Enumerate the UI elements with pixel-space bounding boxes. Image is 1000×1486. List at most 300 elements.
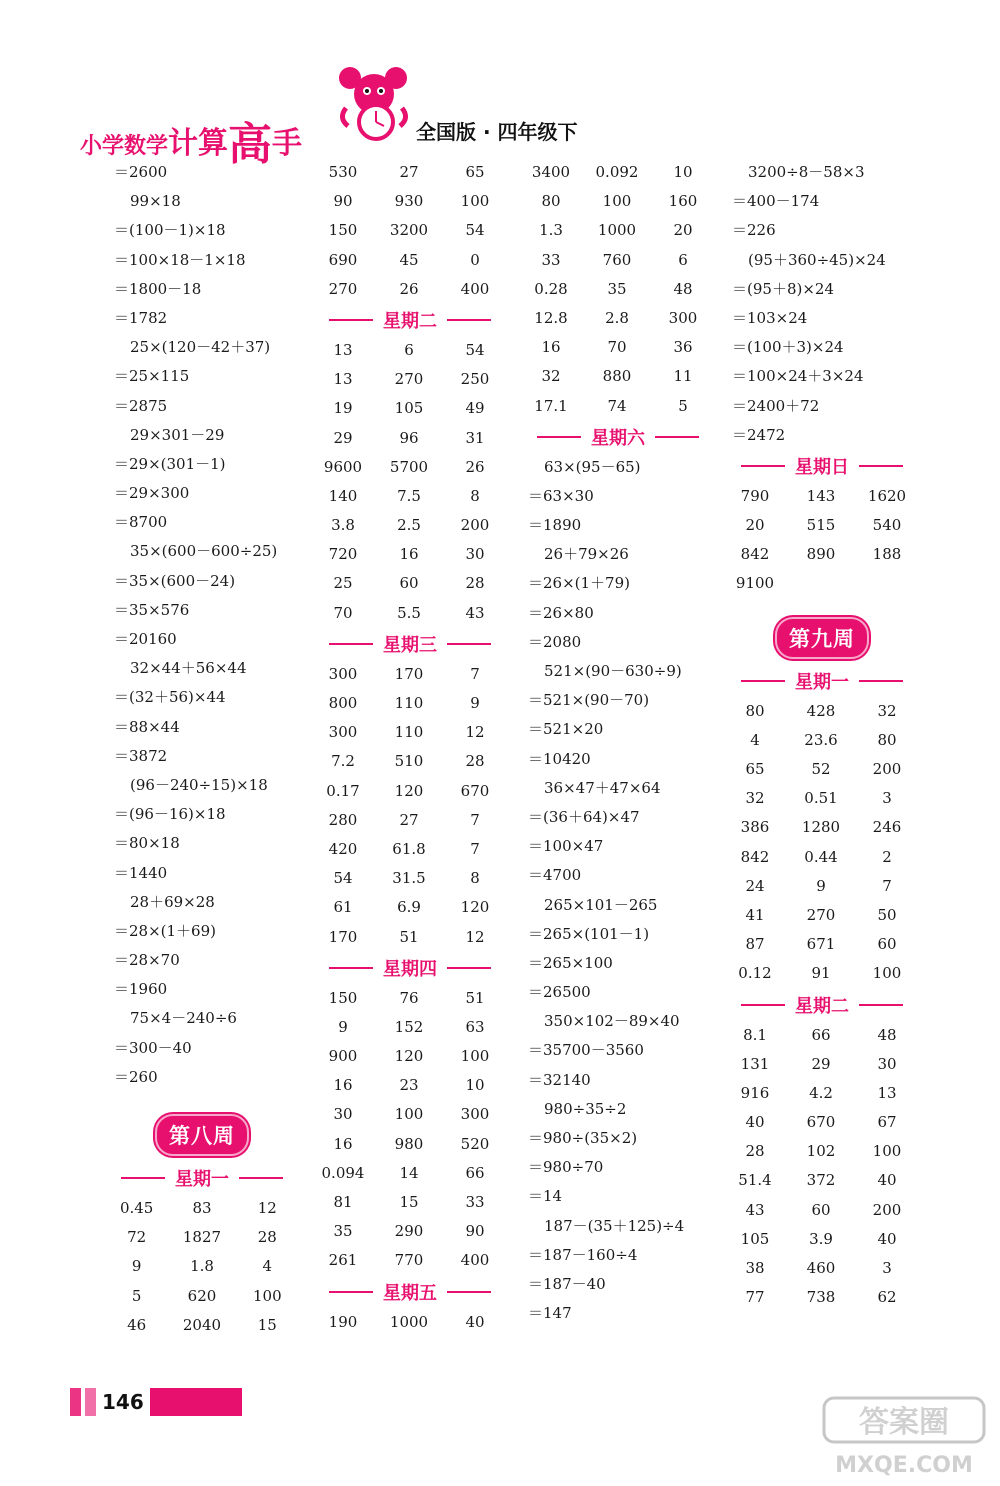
answer-cell: 41 [745,905,765,924]
step-line: ＝1960 [114,980,168,999]
answer-cell: 16 [333,1076,353,1095]
answer-row [722,697,922,726]
answer-cell: 2.8 [605,308,629,327]
answer-cell: 61.8 [392,839,426,858]
answer-cell: 52 [811,760,831,778]
answer-cell: 530 [328,163,358,181]
answer-cell: 90 [465,1222,485,1241]
answer-cell: 40 [465,1312,485,1331]
answer-cell: 9600 [323,457,363,476]
answer-cell: 800 [328,694,358,712]
answer-row [722,482,922,511]
answer-grid [310,984,510,1276]
divider [329,319,373,321]
expression-line: 35×(600－600÷25) [130,542,278,561]
answer-row [310,1100,510,1129]
answer-cell: 77 [745,1288,765,1307]
answer-cell: 670 [806,1113,836,1132]
answer-cell: 83 [192,1199,212,1217]
answer-row [518,275,718,304]
step-line: ＝4700 [528,866,582,885]
answer-cell: 43 [745,1200,765,1219]
answer-cell: 400 [460,1251,490,1270]
answer-cell: 2.5 [397,516,421,535]
answer-cell: 150 [328,221,358,240]
answer-cell: 3 [882,1259,892,1277]
answer-row [310,806,510,835]
week-badge: 第八周 [155,1114,249,1156]
answer-cell: 188 [872,545,902,564]
answer-cell: 1620 [867,486,907,505]
answer-cell: 13 [877,1083,897,1102]
column-3 [518,158,718,1328]
answer-cell: 48 [673,279,693,298]
answer-row [310,482,510,511]
answer-cell: 400 [460,279,490,298]
week-badge: 第九周 [775,617,869,659]
answer-cell: 81 [333,1193,353,1211]
answer-row [722,843,922,872]
answer-cell: 50 [877,905,897,924]
answer-cell: 38 [745,1259,765,1277]
answer-cell: 14 [399,1163,419,1182]
answer-cell: 32 [745,789,765,808]
answer-cell: 30 [877,1054,897,1073]
answer-row [722,1283,922,1312]
answer-row [310,1308,510,1337]
answer-cell: 110 [394,694,424,712]
answer-cell: 1.8 [190,1257,214,1276]
answer-row [310,835,510,864]
answer-cell: 10 [673,163,693,181]
answer-cell: 620 [187,1286,217,1305]
answer-row [722,784,922,813]
day-label: 星期三 [383,634,437,656]
answer-grid [310,660,510,952]
day-label: 星期二 [795,995,849,1017]
answer-cell: 100 [460,192,490,211]
answer-cell: 3 [882,789,892,808]
answer-cell: 7 [882,876,892,895]
answer-cell: 790 [740,486,770,505]
answer-row [310,216,510,245]
step-line: ＝(100＋3)×24 [732,338,844,357]
answer-row [722,1050,922,1079]
answer-row [310,336,510,365]
answer-row [722,1196,922,1225]
step-line: ＝25×115 [114,367,190,386]
answer-cell: 70 [333,603,353,622]
answer-cell: 54 [333,869,353,888]
answer-cell: 290 [394,1222,424,1241]
step-line: ＝80×18 [114,834,180,853]
answer-row [310,1159,510,1188]
answer-cell: 17.1 [534,396,568,415]
expression-line: 3200÷8－58×3 [748,163,865,181]
answer-cell: 1000 [597,221,637,240]
step-line: ＝(36＋64)×47 [528,807,640,826]
answer-cell: 12.8 [534,308,568,327]
answer-cell: 46 [127,1315,147,1334]
step-line: ＝2400＋72 [732,396,820,415]
answer-row [310,1188,510,1217]
answer-cell: 29 [811,1054,831,1073]
answer-cell: 510 [394,752,424,771]
divider [655,436,699,438]
answer-cell: 5.5 [397,603,421,622]
step-line: ＝980÷(35×2) [528,1129,638,1147]
answer-cell: 5700 [389,457,429,476]
divider [741,1004,785,1006]
answer-grid [722,1021,922,1313]
divider [447,319,491,321]
step-line: ＝(95＋8)×24 [732,279,834,298]
step-line: ＝1782 [114,308,168,327]
answer-cell: 30 [465,545,485,564]
answer-cell: 770 [394,1251,424,1270]
step-line: ＝26500 [528,983,591,1002]
answer-cell: 25 [333,574,353,593]
expression-line: 187－(35＋125)÷4 [544,1216,685,1235]
answer-cell: 110 [394,723,424,742]
answer-cell: 28 [465,574,485,593]
answer-grid [722,482,922,599]
answer-cell: 27 [399,163,419,181]
answer-cell: 51 [465,988,485,1007]
answer-row [310,540,510,569]
answer-cell: 67 [877,1113,897,1132]
answer-cell: 690 [328,250,358,269]
answer-cell: 1280 [801,818,841,837]
answer-cell: 190 [328,1312,358,1331]
answer-cell: 5 [131,1286,142,1305]
step-line: ＝8700 [114,513,168,532]
expression-line: (95＋360÷45)×24 [748,250,886,269]
answer-row [310,1071,510,1100]
answer-row [310,893,510,922]
answer-cell: 87 [745,935,765,954]
day-heading [722,989,922,1021]
answer-row [722,569,922,598]
answer-row [310,689,510,718]
answer-cell: 8 [470,486,480,505]
expression-line: 63×(95－65) [544,457,641,476]
answer-cell: 12 [465,927,485,946]
step-line: ＝103×24 [732,308,808,327]
step-line: ＝187－160÷4 [528,1245,638,1264]
step-line: ＝14 [528,1187,563,1206]
divider [329,967,373,969]
answer-cell: 200 [872,1200,902,1219]
answer-cell: 3.9 [809,1229,833,1248]
answer-row [722,540,922,569]
step-line: ＝3872 [114,746,168,765]
step-line: ＝2472 [732,425,786,444]
step-line: ＝35×(600－24) [114,571,236,590]
answer-cell: 13 [333,340,353,359]
answer-cell: 31.5 [392,869,426,888]
answer-cell: 23.6 [804,730,838,749]
answer-row [518,333,718,362]
answer-cell: 270 [328,279,358,298]
step-line: ＝400－174 [732,192,820,211]
answer-cell: 100 [460,1047,490,1066]
answer-row [310,777,510,806]
answer-grid [310,336,510,628]
answer-cell: 270 [394,370,424,389]
answer-cell: 28 [745,1142,765,1161]
answer-cell: 96 [399,428,419,447]
answer-cell: 0.092 [595,163,639,181]
answer-cell: 60 [811,1200,831,1219]
answer-grid [104,1194,300,1340]
day-label: 星期六 [591,427,645,449]
answer-cell: 4 [262,1257,273,1276]
step-line: ＝35×576 [114,600,190,619]
answer-cell: 460 [806,1259,836,1277]
answer-cell: 40 [877,1229,897,1248]
answer-row [722,1021,922,1050]
answer-cell: 842 [740,847,770,866]
expression-line: 521×(90－630÷9) [544,662,682,680]
answer-row [518,187,718,216]
day-label: 星期一 [175,1169,229,1190]
answer-row [310,394,510,423]
answer-row [518,362,718,391]
answer-cell: 6 [678,250,688,269]
answer-cell: 9100 [735,574,775,593]
answer-cell: 70 [607,338,627,357]
expression-line: 265×101－265 [544,895,658,914]
answer-cell: 842 [740,545,770,564]
expression-line: 350×102－89×40 [544,1012,680,1031]
answer-cell: 170 [328,927,358,946]
answer-row [310,158,510,187]
answer-cell: 160 [668,192,698,211]
answer-cell: 11 [673,367,693,386]
answer-cell: 760 [602,250,632,269]
expression-line: 29×301－29 [130,425,225,444]
title-part1: 小学数学 [80,134,169,159]
step-line: ＝29×(301－1) [114,454,226,473]
answer-row [310,246,510,275]
answer-cell: 150 [328,988,358,1007]
expression-line: 28＋69×28 [130,892,215,911]
answer-row [518,158,718,187]
step-line: ＝100×47 [528,837,604,856]
answer-cell: 3200 [389,221,429,240]
answer-cell: 428 [806,701,836,720]
answer-cell: 300 [460,1105,490,1124]
answer-cell: 48 [877,1025,897,1044]
answer-cell: 0.28 [534,279,568,298]
step-line: ＝100×24＋3×24 [732,367,864,386]
answer-row [310,1013,510,1042]
answer-cell: 3400 [531,163,571,181]
answer-cell: 15 [257,1315,277,1334]
step-line: ＝187－40 [528,1274,606,1293]
answer-row [518,304,718,333]
divider [859,680,903,682]
answer-cell: 2040 [182,1315,222,1334]
answer-row [310,923,510,952]
answer-cell: 80 [541,192,561,211]
answer-cell: 16 [333,1134,353,1153]
answer-cell: 280 [328,810,358,829]
answer-cell: 35 [607,279,627,298]
answer-cell: 520 [460,1134,490,1153]
answer-cell: 1827 [182,1228,222,1247]
week-header [104,1108,300,1162]
answer-cell: 27 [399,810,419,829]
answer-cell: 60 [877,935,897,954]
answer-cell: 16 [399,545,419,564]
answer-cell: 40 [745,1113,765,1132]
step-line: ＝29×300 [114,484,190,503]
answer-cell: 0.51 [804,789,838,808]
divider [329,1291,373,1293]
answer-row [104,1194,300,1223]
expression-line: 36×47＋47×64 [544,778,661,797]
answer-cell: 76 [399,988,419,1007]
answer-cell: 515 [806,516,836,535]
answer-row [310,569,510,598]
answer-row [104,1252,300,1281]
answer-cell: 65 [745,760,765,778]
answer-row [722,1137,922,1166]
day-label: 星期日 [795,456,849,478]
answer-cell: 12 [465,723,485,742]
answer-cell: 33 [541,250,561,269]
answer-cell: 20 [673,221,693,240]
answer-row [518,216,718,245]
answer-cell: 671 [806,935,836,954]
answer-cell: 28 [465,752,485,771]
answer-cell: 45 [399,250,419,269]
answer-cell: 120 [460,898,490,917]
mascot-clock-icon [336,64,412,144]
answer-row [722,930,922,959]
expression-line: 99×18 [130,192,181,211]
answer-cell: 43 [465,603,485,622]
column-2 [310,158,510,1337]
answer-grid [310,158,510,304]
day-heading [310,304,510,336]
answer-cell [788,569,854,598]
answer-cell: 0.12 [738,964,772,983]
answer-cell: 980 [394,1134,424,1153]
step-line: ＝63×30 [528,486,594,505]
answer-cell: 102 [806,1142,836,1161]
answer-cell: 916 [740,1083,770,1102]
calculation-block [518,453,718,1329]
answer-cell: 670 [460,781,490,800]
answer-row [722,726,922,755]
answer-row [310,660,510,689]
answer-row [722,901,922,930]
day-heading [310,952,510,984]
edition-label: 全国版 · 四年级下 [416,120,578,144]
answer-row [310,718,510,747]
answer-row [518,246,718,275]
answer-cell: 7.5 [397,486,421,505]
step-line: ＝100×18－1×18 [114,250,246,269]
answer-cell: 720 [328,545,358,564]
step-line: ＝(32＋56)×44 [114,688,226,707]
expression-line: 980÷35÷2 [544,1099,627,1118]
column-4 [722,158,922,1312]
answer-row [310,864,510,893]
answer-row [310,1042,510,1071]
answer-row [310,984,510,1013]
answer-cell: 66 [811,1025,831,1044]
answer-cell: 30 [333,1105,353,1124]
answer-cell: 90 [333,192,353,211]
answer-row [310,599,510,628]
answer-cell: 9 [338,1017,348,1036]
step-line: ＝265×(101－1) [528,924,650,943]
answer-cell: 20 [745,516,765,535]
answer-cell: 62 [877,1288,897,1307]
answer-cell: 29 [333,428,353,447]
answer-grid [310,1308,510,1337]
footer-block [85,1388,96,1416]
day-label: 星期一 [795,671,849,693]
step-line: ＝28×70 [114,951,180,970]
title-part2: 计算 [168,126,229,161]
page-footer [70,1388,242,1416]
answer-cell: 738 [806,1288,836,1307]
book-title [80,102,303,170]
answer-cell: 300 [328,664,358,683]
answer-cell: 65 [465,163,485,181]
answer-cell: 930 [394,192,424,211]
answer-cell: 540 [872,516,902,535]
divider [859,1004,903,1006]
step-line: ＝26×80 [528,603,594,622]
answer-cell: 120 [394,781,424,800]
answer-cell: 100 [253,1286,282,1305]
page-header [80,60,700,170]
answer-row [518,392,718,421]
divider [329,643,373,645]
answer-cell: 54 [465,340,485,359]
step-line: ＝2600 [114,163,168,181]
answer-cell: 100 [602,192,632,211]
answer-row [722,511,922,540]
answer-row [310,424,510,453]
answer-cell: 170 [394,664,424,683]
calculation-block [722,158,922,450]
answer-cell: 4 [750,730,760,749]
answer-row [104,1311,300,1340]
divider [447,1291,491,1293]
answer-cell: 23 [399,1076,419,1095]
answer-cell: 15 [399,1193,419,1211]
answer-cell: 246 [872,818,902,837]
answer-cell: 7 [470,664,480,683]
answer-cell: 300 [328,723,358,742]
day-heading [310,1276,510,1308]
answer-cell: 0.094 [321,1163,365,1182]
day-heading [310,628,510,660]
answer-cell: 300 [668,308,698,327]
expression-line: 32×44＋56×44 [130,659,247,678]
answer-cell: 100 [394,1105,424,1124]
answer-row [310,187,510,216]
answer-row [722,755,922,784]
day-heading [518,421,718,453]
